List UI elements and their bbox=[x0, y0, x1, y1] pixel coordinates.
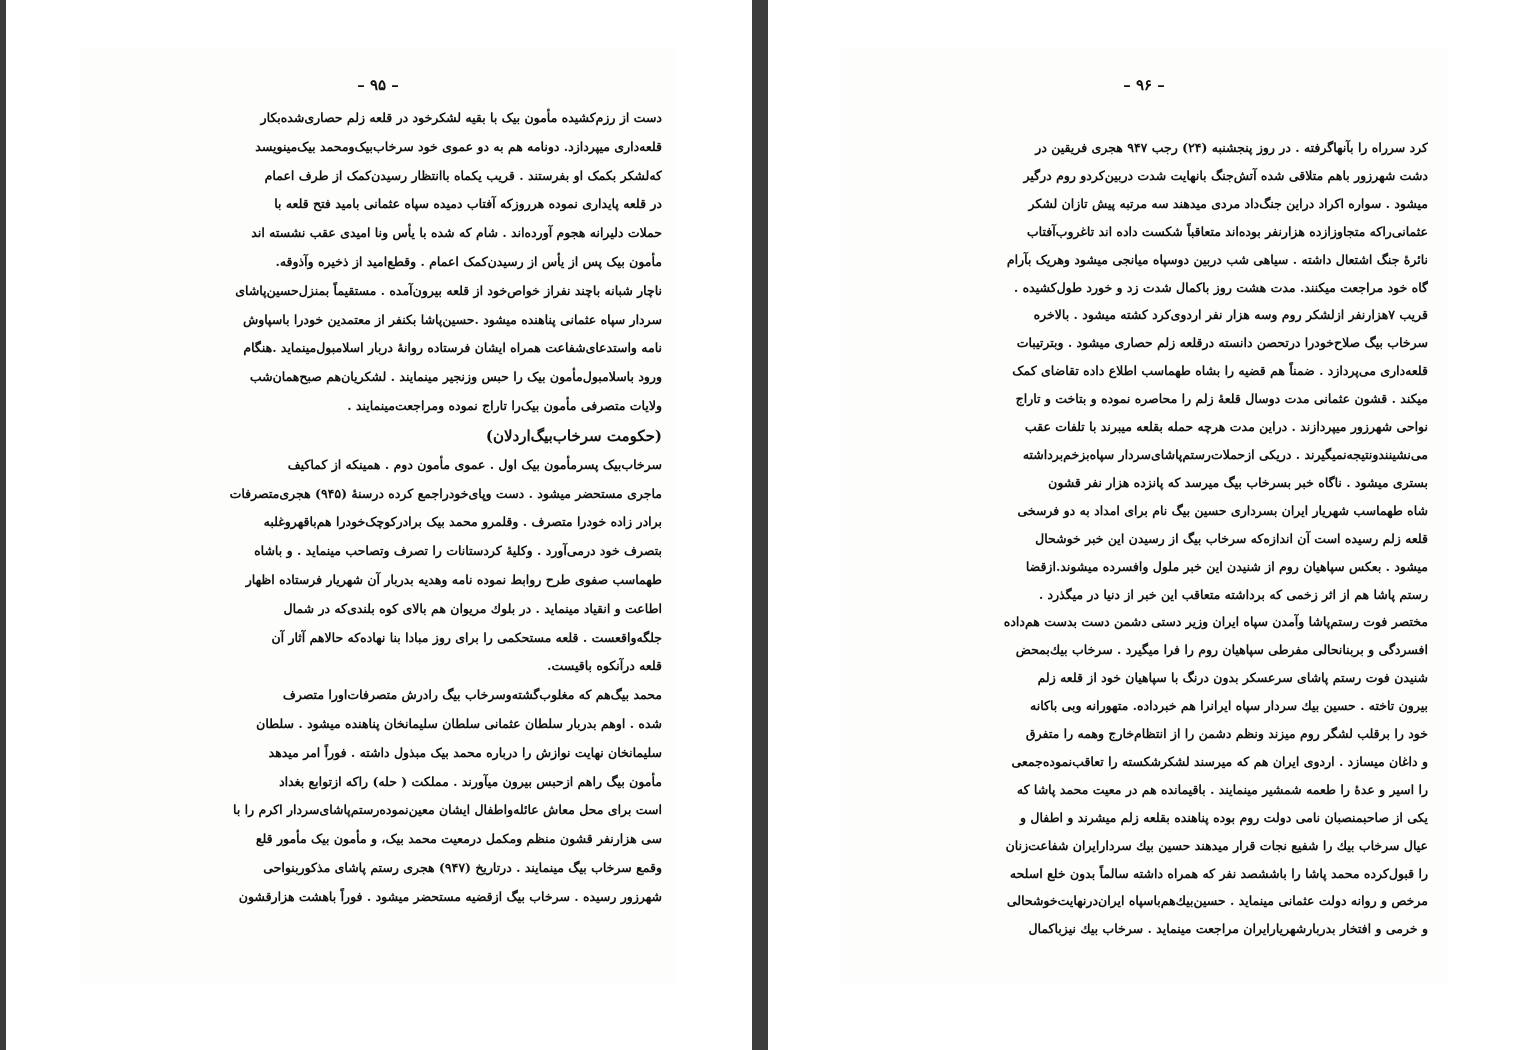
text-line: عثمانی‌راکه متجاوزازده هزارنفر بوده‌اند متعاقباً شکست داده اند تاغروب‌آفتاب bbox=[1026, 223, 1428, 239]
text-line: و داغان میسازد . اردوی ایران هم که میرسند لشکرشکسته را تعاقب‌نموده‌جمعی bbox=[1011, 753, 1428, 769]
left-page bbox=[80, 48, 676, 984]
text-line: حملات دلیرانه هجوم آورده‌اند . شام که شده با یأس ونا امیدی عقب نشسته اند bbox=[251, 225, 662, 241]
right-page bbox=[840, 48, 1448, 984]
text-line: قلعه درآنکوه باقیست. bbox=[547, 658, 662, 674]
page-gutter bbox=[752, 0, 768, 1050]
text-line: قریب ۷هزارنفر ازلشکر روم وسه هزار نفر اردوی‌کرد کشته میشود . بالاخره bbox=[1033, 307, 1428, 323]
body-text bbox=[162, 104, 662, 912]
text-line: دست از رزم‌کشیده مأمون بیک با بقیه لشکرخود در قلعه زلم حصاری‌شده‌بکار bbox=[260, 110, 662, 125]
text-line: محمد بیگ‌هم که مغلوب‌گشته‌وسرخاب بیگ رادرش متصرفات‌اورا متصرف bbox=[282, 687, 662, 703]
text-line: دشت شهرزور باهم متلاقی شده آتش‌جنگ بانهایت شدت دربین‌کردو روم درگیر bbox=[1023, 167, 1428, 183]
text-line: قلعه‌داری میپردازد. دونامه هم به دو عموی خود سرخاب‌بیک‌ومحمد بیک‌مینویسد bbox=[255, 138, 662, 154]
text-line: نواحی شهرزور میپردازند . دراین مدت هرچه حمله بقلعه میبرند با تلفات عقب bbox=[1024, 419, 1428, 435]
text-line: بیرون تاخته . حسین بیك سردار سپاه ایرانرا هم خبرداده. متهورانه وبی باکانه bbox=[1030, 698, 1428, 714]
text-line: میکند . قشون عثمانی مدت دوسال قلعهٔ زلم را محاصره نموده و بتاخت و تاراج bbox=[1015, 391, 1428, 407]
text-line: سی هزارنفر قشون منظم ومکمل درمعیت محمد بیک، و مأمون بیک مأمور قلع bbox=[255, 831, 662, 847]
text-line: قلعه‌داری می‌پردازد . ضمناً هم قضیه را بشاه طهماسب اطلاع داده تقاضای کمک bbox=[1012, 363, 1428, 379]
text-line: طهماسب صفوی طرح روابط نموده نامه وهدیه بدربار آن شهریار فرستاده اظهار bbox=[245, 571, 662, 587]
text-line: را اسیر و عدهٔ را طعمه شمشیر مینمایند . باقیمانده هم در معیت محمد پاشا که bbox=[1016, 781, 1428, 797]
text-line: شده . اوهم بدربار سلطان عثمانی سلطان سلیمانخان پناهنده میشود . سلطان bbox=[256, 715, 662, 731]
text-line: را قبول‌کرده محمد پاشا را باششصد نفر که همراه داشته سالماً بدون خلع اسلحه bbox=[1009, 865, 1428, 881]
text-line: سلیمانخان نهایت نوازش را درباره محمد بیک مبذول داشته . فوراً امر میدهد bbox=[268, 744, 662, 760]
text-line: ماجری مستحضر میشود . دست وپای‌خودراجمع کرده درسنهٔ (۹۴۵) هجری‌متصرفات bbox=[229, 485, 662, 501]
text-line: شهرزور رسیده . سرخاب بیگ ازقضیه مستحضر میشود . فوراً باهشت هزارقشون bbox=[238, 888, 662, 904]
left-frame-edge bbox=[0, 0, 6, 1050]
text-line: رستم پاشا هم از اثر زخمی که برداشته متعاقب این خبر از دنیا در میگذرد . bbox=[1038, 586, 1428, 602]
text-line: نائرهٔ جنگ اشتعال داشته . سیاهی شب دربین دوسپاه میانجی میشود وهریک بآرام bbox=[1006, 251, 1428, 267]
text-line: افسردگی و بربنانحالی مفرطی سپاهیان روم را فرا میگیرد . سرخاب بیك‌بمحض bbox=[1015, 642, 1428, 658]
text-line: مرخص و روانه دولت عثمانی مینماید . حسین‌بیك‌هم‌باسپاه ایران‌درنهایت‌خوشحالی bbox=[1006, 893, 1428, 909]
text-line: برادر زاده خودرا متصرف . وقلمرو محمد بیک برادرکوچک‌خودرا هم‌باقهروغلبه bbox=[263, 514, 662, 530]
text-line: می‌نشینندونتیجه‌نمیگیرند . دریکی ازحملات‌رستم‌پاشای‌سردار سپاه‌بزخم‌برداشته bbox=[1022, 446, 1428, 462]
text-line: خود را برقلب لشگر روم میزند ونظم دشمن را از انتظام‌خارج وهمه را متفرق bbox=[1025, 726, 1428, 742]
text-line: و خرمی و افتخار بدربارشهریارایران مراجعت مینماید . سرخاب بیك نیزباکمال bbox=[1028, 921, 1428, 937]
text-line: عیال سرخاب بیك را شفیع نجات قرار میدهند حسین بیك سردارایران شفاعت‌ز‌نان bbox=[1005, 837, 1428, 853]
page-number: – ۹۶ – bbox=[1123, 76, 1165, 94]
text-line: قلعه زلم رسیده است آن اندازه‌که سرخاب بیگ از رسیدن این خبر خوشحال bbox=[1035, 530, 1428, 546]
text-line: ورود باسلامبول‌مأمون بیک را حبس وزنجیر مینمایند . لشکریان‌هم صبح‌همان‌شب bbox=[249, 369, 662, 385]
text-line: ناچار شبانه باچند نفراز خواص‌خود از قلعه بیرون‌آمده . مستقیماً بمنزل‌حسین‌پاشای bbox=[235, 282, 662, 298]
page-number: – ۹۵ – bbox=[357, 76, 399, 94]
text-line: میشود . بعکس سپاهیان روم از شنیدن این خبر ملول وافسرده میشوند.ازقضا bbox=[1025, 558, 1428, 574]
text-line: در قلعه پایداری نموده هرروزکه آفتاب دمیده سپاه عثمانی بامید فتح قلعه با bbox=[274, 196, 662, 212]
text-line: اطاعت و انقیاد مینماید . در بلوك مریوان هم بالای کوه بلندی‌که در شمال bbox=[283, 600, 662, 616]
text-line: سردار سپاه عثمانی پناهنده میشود .حسین‌پاشا بکنفر از معتمدین خودرا باسپاوش bbox=[242, 311, 662, 327]
text-line: یکی از صاحبمنصبان نامی دولت روم بوده پناهنده بقلعه زلم میشرند و اطفال و bbox=[1020, 809, 1428, 825]
text-line: که‌لشکر بکمک او بفرستند . قریب یکماه باانتظار رسیدن‌کمک از طرف اعمام bbox=[264, 167, 662, 183]
text-line: جلگه‌واقعست . قلعه مستحکمی را برای روز مبادا بنا نهاده‌که حالاهم آثار آن bbox=[271, 629, 662, 645]
text-line: مأمون بیک پس از یأس از رسیدن‌کمک اعمام . وقطع‌امید از ذخیره وآذوقه. bbox=[275, 253, 662, 269]
text-line: است برای محل معاش عائله‌واطفال ایشان معین‌نموده‌رستم‌پاشای‌سردار اکرم را با bbox=[233, 802, 662, 818]
text-line: میشود . سواره اکراد دراین جنگ‌داد مردی میدهند سه مرتبه پیش تازان لشکر bbox=[1028, 195, 1428, 211]
text-line: نامه واستدعای‌شفاعت همراه ایشان فرستاده روانهٔ دربار اسلامبول‌مینماید .هنگام bbox=[243, 340, 662, 356]
text-line: گاه خود مراجعت میکنند. مدت هشت روز باکمال شدت زد و خورد طول‌کشیده . bbox=[1013, 279, 1428, 295]
text-line: مختصر فوت رستم‌پاشا وآمدن سپاه ایران وزیر دستی دشمن دست بدست هم‌داده bbox=[1003, 614, 1428, 630]
text-line: سرخاب‌بیک پسرمأمون بیک اول . عموی مأمون دوم . همینکه از کماکیف bbox=[287, 456, 662, 472]
text-line: وقمع سرخاب بیگ مینمایند . درتاریخ (۹۴۷) هجری رستم پاشای مذکوربنواحی bbox=[263, 859, 662, 875]
text-line: شنیدن فوت رستم پاشای سرعسکر بدون درنگ با سپاهیان خود از قلعه زلم bbox=[1037, 670, 1428, 686]
text-line: سرخاب بیگ صلاح‌خودرا درتحصن دانسته درقلعه زلم حصاری میشود . وبترتیبات bbox=[1016, 335, 1428, 351]
text-line: بتصرف خود درمی‌آورد . وکلیهٔ کردستانات را تصرف وتصاحب مینماید . و باشاه bbox=[254, 543, 662, 559]
body-text bbox=[856, 134, 1428, 943]
text-line: بستری میشود . ناگاه خبر بسرخاب بیگ میرسد که پانزده هزار نفر قشون bbox=[1048, 474, 1428, 490]
text-line: ولایات متصرفی مأمون بیک‌را تاراج نموده ومراجعت‌مینمایند . bbox=[347, 397, 662, 413]
text-line: مأمون بیگ راهم ازحبس بیرون میآورند . مملکت ( حله) راکه ازتوابع بغداد bbox=[279, 773, 662, 789]
section-heading: (حکومت سرخاب‌بیگ‌اردلان) bbox=[485, 426, 662, 445]
text-line: شاه طهماسب شهریار ایران بسرداری حسین بیگ نام برای امداد به دو فرسخی bbox=[1017, 502, 1428, 518]
text-line: کرد سرراه را بآنها‌گرفته . در روز پنجشنبه (۲۴) رجب ۹۴۷ هجری فریقین در bbox=[1035, 140, 1428, 155]
